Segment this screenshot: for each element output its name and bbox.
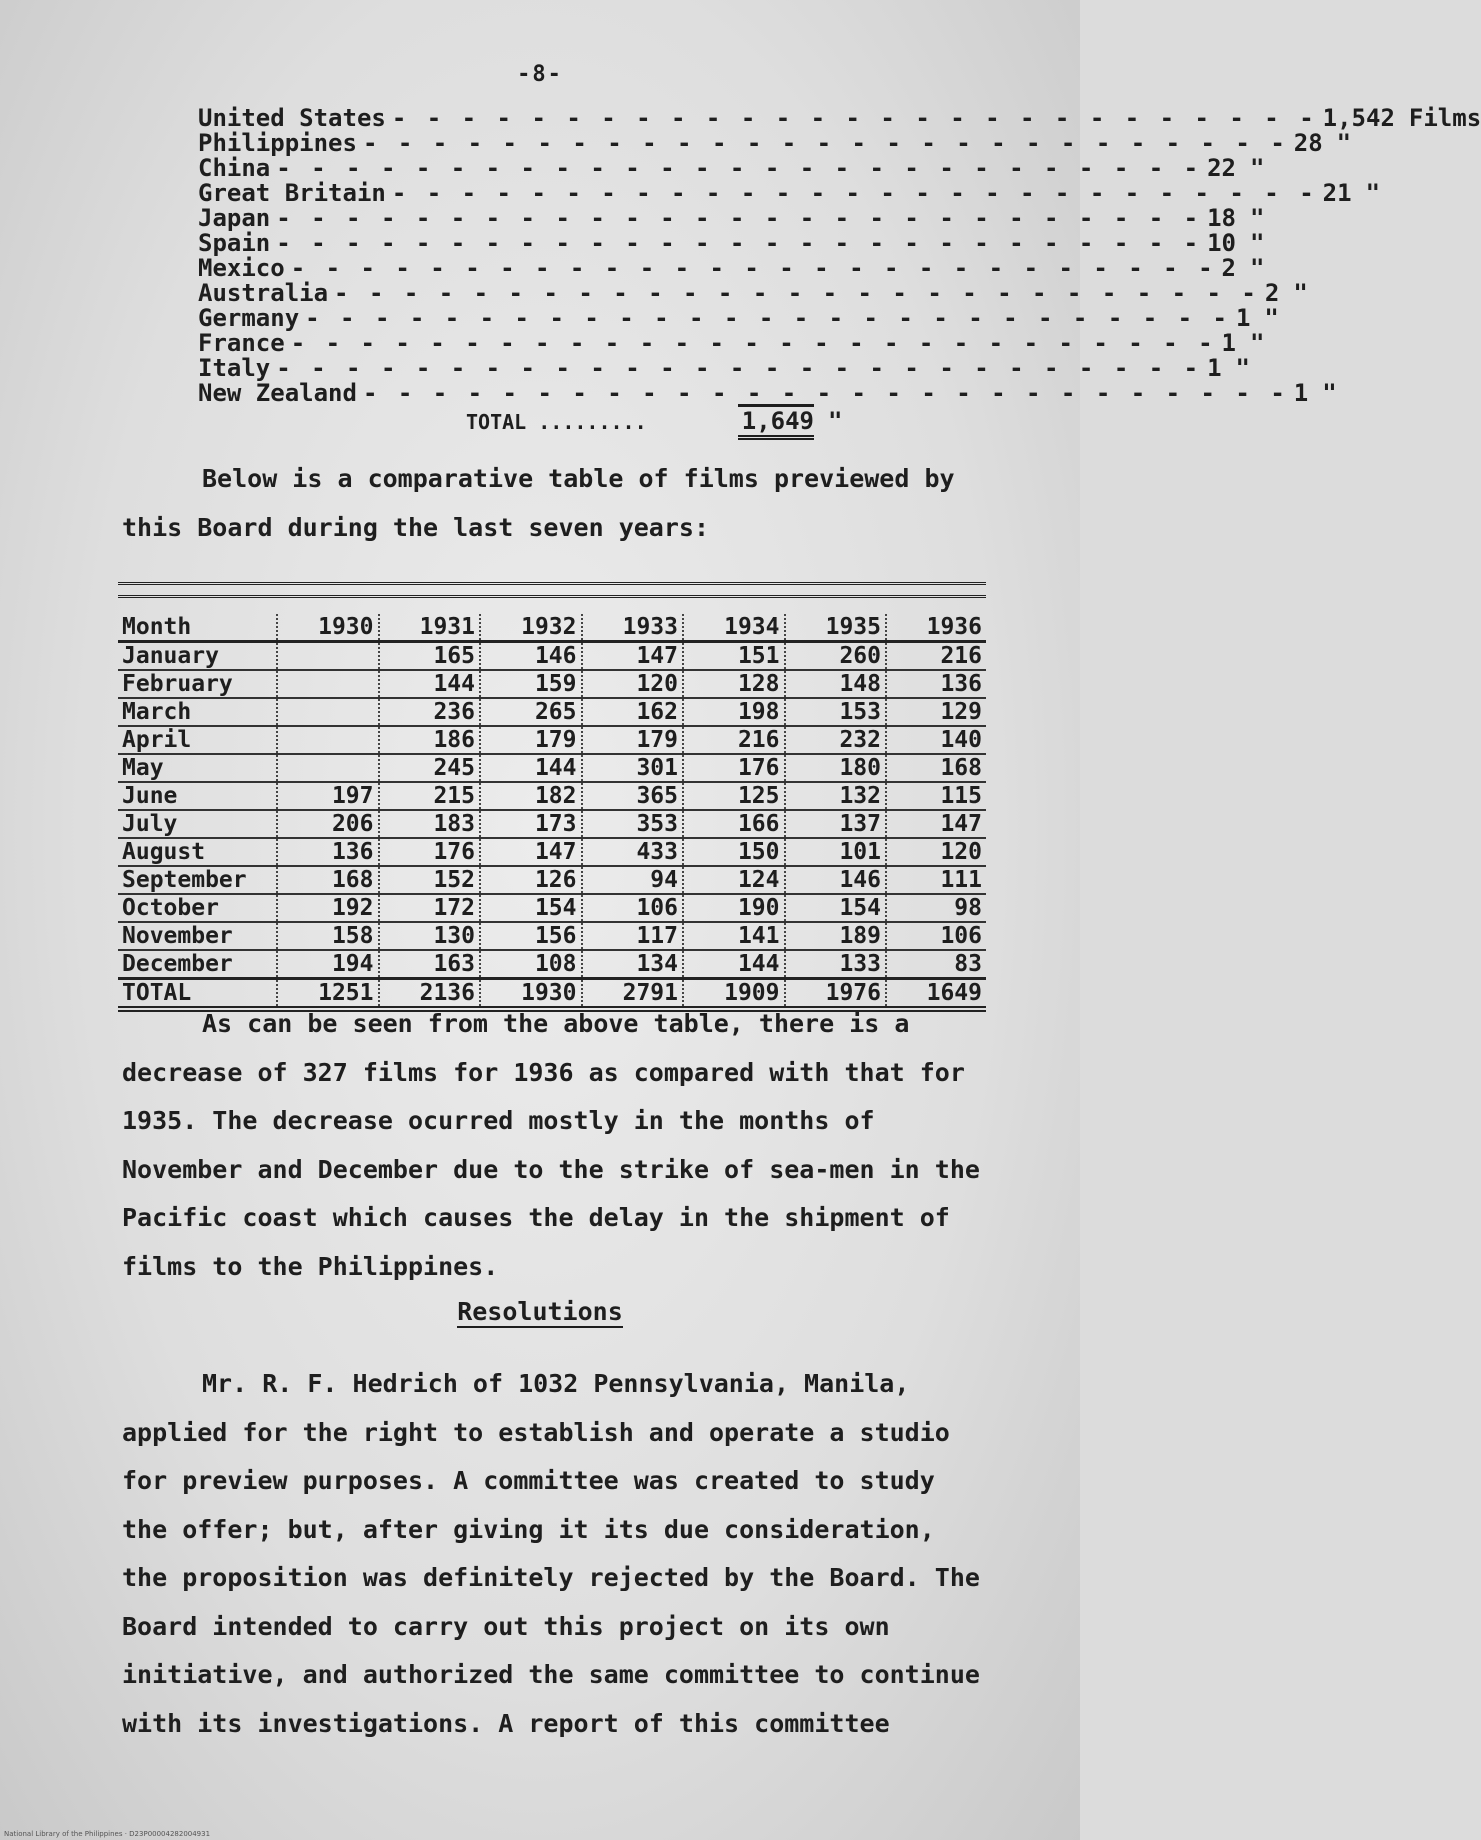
value-cell: 108 <box>480 950 582 979</box>
dash-leader: - - - - - - - - - - - - - - - - - - - - - - - - - - - <box>391 104 1317 132</box>
column-header-year: 1934 <box>683 614 785 642</box>
value-cell: 176 <box>683 754 785 782</box>
film-unit: " <box>1235 354 1250 382</box>
column-header-year: 1935 <box>785 614 887 642</box>
resolutions-heading <box>0 1297 1080 1326</box>
value-cell: 130 <box>379 922 481 950</box>
value-cell: 182 <box>480 782 582 810</box>
value-cell: 117 <box>582 922 684 950</box>
value-cell: 156 <box>480 922 582 950</box>
table-row <box>118 922 986 950</box>
value-cell: 140 <box>886 726 986 754</box>
film-count: 21 <box>1322 179 1352 207</box>
value-cell: 147 <box>582 642 684 671</box>
dash-leader: - - - - - - - - - - - - - - - - - - - - - - - - - - - <box>276 204 1202 232</box>
value-cell: 106 <box>886 922 986 950</box>
value-cell: 301 <box>582 754 684 782</box>
film-count: 1,542 <box>1322 104 1395 132</box>
dash-leader: - - - - - - - - - - - - - - - - - - - - - - - - - - - <box>290 329 1216 357</box>
value-cell: 151 <box>683 642 785 671</box>
value-cell: 163 <box>379 950 481 979</box>
resolutions-heading-text: Resolutions <box>457 1297 623 1326</box>
value-cell: 106 <box>582 894 684 922</box>
country-film-list <box>198 104 1481 435</box>
month-cell: May <box>118 754 277 782</box>
film-count: 10 <box>1207 229 1236 257</box>
value-cell: 134 <box>582 950 684 979</box>
total-value-cell: 1251 <box>277 979 379 1010</box>
value-cell: 176 <box>379 838 481 866</box>
value-cell: 365 <box>582 782 684 810</box>
films-table <box>118 614 986 1012</box>
country-name: Italy <box>198 354 271 382</box>
total-value-cell: 2791 <box>582 979 684 1010</box>
value-cell: 147 <box>886 810 986 838</box>
film-count: 1 <box>1207 354 1222 382</box>
country-row <box>198 304 1279 332</box>
value-cell: 137 <box>785 810 887 838</box>
film-count: 1 <box>1221 329 1236 357</box>
value-cell: 147 <box>480 838 582 866</box>
value-cell: 115 <box>886 782 986 810</box>
value-cell: 245 <box>379 754 481 782</box>
value-cell: 153 <box>785 698 887 726</box>
intro-paragraph: Below is a comparative table of films previewed by this Board during the last seven years: <box>122 464 955 542</box>
total-unit: " <box>828 407 843 435</box>
value-cell: 165 <box>379 642 481 671</box>
value-cell: 216 <box>683 726 785 754</box>
table-row <box>118 726 986 754</box>
value-cell: 168 <box>886 754 986 782</box>
value-cell: 125 <box>683 782 785 810</box>
value-cell: 98 <box>886 894 986 922</box>
value-cell: 215 <box>379 782 481 810</box>
dash-leader: - - - - - - - - - - - - - - - - - - - - - - - - - - - <box>362 129 1288 157</box>
value-cell: 148 <box>785 670 887 698</box>
value-cell: 265 <box>480 698 582 726</box>
film-unit: " <box>1264 304 1279 332</box>
film-count: 2 <box>1221 254 1236 282</box>
country-total-row <box>198 404 898 435</box>
value-cell: 154 <box>480 894 582 922</box>
value-cell: 128 <box>683 670 785 698</box>
value-cell <box>277 754 379 782</box>
country-name: Spain <box>198 229 271 257</box>
month-cell: June <box>118 782 277 810</box>
country-row <box>198 129 1352 157</box>
value-cell: 192 <box>277 894 379 922</box>
value-cell: 120 <box>886 838 986 866</box>
month-cell: November <box>118 922 277 950</box>
value-cell: 162 <box>582 698 684 726</box>
value-cell: 190 <box>683 894 785 922</box>
value-cell: 144 <box>379 670 481 698</box>
month-cell: March <box>118 698 277 726</box>
table-row <box>118 782 986 810</box>
value-cell: 194 <box>277 950 379 979</box>
table-row <box>118 838 986 866</box>
value-cell: 132 <box>785 782 887 810</box>
value-cell: 179 <box>582 726 684 754</box>
column-header-year: 1930 <box>277 614 379 642</box>
value-cell: 159 <box>480 670 582 698</box>
value-cell <box>277 698 379 726</box>
country-name: Germany <box>198 304 300 332</box>
value-cell: 433 <box>582 838 684 866</box>
table-row <box>118 698 986 726</box>
dash-leader: - - - - - - - - - - - - - - - - - - - - - - - - - - - <box>362 379 1288 407</box>
film-count: 22 <box>1207 154 1236 182</box>
country-row <box>198 354 1250 382</box>
country-name: Australia <box>198 279 329 307</box>
column-header-month: Month <box>118 614 277 642</box>
total-value-cell: 1909 <box>683 979 785 1010</box>
country-name: Philippines <box>198 129 357 157</box>
month-cell: July <box>118 810 277 838</box>
value-cell: 236 <box>379 698 481 726</box>
value-cell: 260 <box>785 642 887 671</box>
country-name: France <box>198 329 285 357</box>
value-cell: 146 <box>785 866 887 894</box>
table-row <box>118 810 986 838</box>
film-unit: " <box>1336 129 1352 157</box>
value-cell: 126 <box>480 866 582 894</box>
film-count: 28 <box>1293 129 1323 157</box>
value-cell: 183 <box>379 810 481 838</box>
value-cell <box>277 726 379 754</box>
value-cell: 179 <box>480 726 582 754</box>
value-cell: 158 <box>277 922 379 950</box>
month-cell: February <box>118 670 277 698</box>
value-cell: 198 <box>683 698 785 726</box>
total-label: TOTAL ......... <box>466 410 647 434</box>
value-cell: 150 <box>683 838 785 866</box>
country-name: China <box>198 154 271 182</box>
value-cell: 94 <box>582 866 684 894</box>
value-cell: 232 <box>785 726 887 754</box>
film-unit: " <box>1322 379 1337 407</box>
footer-credit: National Library of the Philippines · D23P00004282004931 <box>4 1830 211 1838</box>
film-unit: " <box>1249 329 1265 357</box>
value-cell: 186 <box>379 726 481 754</box>
country-name: Great Britain <box>198 179 386 207</box>
resolutions-paragraph: Mr. R. F. Hedrich of 1032 Pennsylvania, Manila, applied for the right to establish and operate a studio for preview purposes. A committee was created to study the offer; but, after giving it its due consideration, the proposition was definitely rejected by the Board. The Board intended to carry out this project on its own initiative, and authorized the same committee to continue with its investigations. A report of this committee <box>122 1369 980 1738</box>
month-cell: April <box>118 726 277 754</box>
value-cell <box>277 670 379 698</box>
value-cell: 144 <box>683 950 785 979</box>
country-row <box>198 179 1381 207</box>
value-cell: 136 <box>886 670 986 698</box>
month-cell: January <box>118 642 277 671</box>
dash-leader: - - - - - - - - - - - - - - - - - - - - - - - - - - - <box>290 254 1216 282</box>
value-cell: 172 <box>379 894 481 922</box>
total-value-cell: 1976 <box>785 979 887 1010</box>
dash-leader: - - - - - - - - - - - - - - - - - - - - - - - - - - - <box>276 354 1202 382</box>
value-cell: 173 <box>480 810 582 838</box>
value-cell: 353 <box>582 810 684 838</box>
country-row <box>198 379 1337 407</box>
dash-leader: - - - - - - - - - - - - - - - - - - - - - - - - - - - <box>305 304 1230 332</box>
value-cell: 124 <box>683 866 785 894</box>
table-top-rule <box>118 582 986 598</box>
country-row <box>198 104 1481 132</box>
comparative-table <box>118 582 986 1012</box>
country-row <box>198 254 1265 282</box>
table-row <box>118 950 986 979</box>
value-cell: 133 <box>785 950 887 979</box>
total-value-cell: 2136 <box>379 979 481 1010</box>
table-row <box>118 754 986 782</box>
film-count: 2 <box>1264 279 1280 307</box>
month-cell: August <box>118 838 277 866</box>
country-row <box>198 204 1265 232</box>
dash-leader: - - - - - - - - - - - - - - - - - - - - - - - - - - - <box>276 229 1202 257</box>
value-cell: 144 <box>480 754 582 782</box>
table-header-row <box>118 614 986 642</box>
film-unit: " <box>1365 179 1381 207</box>
total-count: 1,649 <box>738 404 814 440</box>
table-row <box>118 670 986 698</box>
film-count: 18 <box>1207 204 1236 232</box>
country-row <box>198 279 1308 307</box>
total-label-cell: TOTAL <box>118 979 277 1010</box>
decrease-paragraph: As can be seen from the above table, there is a decrease of 327 films for 1936 as compared with that for 1935. The decrease ocurred mostly in the months of November and December due to the strike of sea-men in the Pacific coast which causes the delay in the shipment of films to the Philippines. <box>122 1009 980 1281</box>
table-row <box>118 642 986 671</box>
country-name: Japan <box>198 204 271 232</box>
value-cell: 216 <box>886 642 986 671</box>
film-unit: " <box>1249 204 1265 232</box>
value-cell: 166 <box>683 810 785 838</box>
value-cell: 136 <box>277 838 379 866</box>
country-row <box>198 229 1265 257</box>
column-header-year: 1933 <box>582 614 684 642</box>
total-value-cell: 1649 <box>886 979 986 1010</box>
value-cell: 111 <box>886 866 986 894</box>
country-name: United States <box>198 104 386 132</box>
dash-leader: - - - - - - - - - - - - - - - - - - - - - - - - - - - <box>334 279 1259 307</box>
film-unit: " <box>1249 154 1265 182</box>
month-cell: December <box>118 950 277 979</box>
value-cell: 189 <box>785 922 887 950</box>
table-row <box>118 894 986 922</box>
month-cell: October <box>118 894 277 922</box>
total-value-cell: 1930 <box>480 979 582 1010</box>
value-cell: 141 <box>683 922 785 950</box>
country-row <box>198 154 1265 182</box>
dash-leader: - - - - - - - - - - - - - - - - - - - - - - - - - - - <box>276 154 1202 182</box>
country-name: Mexico <box>198 254 285 282</box>
film-count: 1 <box>1235 304 1251 332</box>
value-cell: 83 <box>886 950 986 979</box>
film-unit: " <box>1249 229 1265 257</box>
value-cell: 152 <box>379 866 481 894</box>
column-header-year: 1931 <box>379 614 481 642</box>
film-unit: " <box>1249 254 1265 282</box>
value-cell <box>277 642 379 671</box>
value-cell: 101 <box>785 838 887 866</box>
page-number: -8- <box>517 62 563 87</box>
film-count: 1 <box>1293 379 1309 407</box>
country-name: New Zealand <box>198 379 357 407</box>
value-cell: 180 <box>785 754 887 782</box>
month-cell: September <box>118 866 277 894</box>
value-cell: 146 <box>480 642 582 671</box>
table-row <box>118 866 986 894</box>
value-cell: 168 <box>277 866 379 894</box>
value-cell: 154 <box>785 894 887 922</box>
column-header-year: 1936 <box>886 614 986 642</box>
country-row <box>198 329 1265 357</box>
film-unit: Films <box>1408 104 1481 132</box>
column-header-year: 1932 <box>480 614 582 642</box>
value-cell: 206 <box>277 810 379 838</box>
film-unit: " <box>1293 279 1308 307</box>
value-cell: 129 <box>886 698 986 726</box>
dash-leader: - - - - - - - - - - - - - - - - - - - - - - - - - - - <box>391 179 1317 207</box>
value-cell: 120 <box>582 670 684 698</box>
value-cell: 197 <box>277 782 379 810</box>
